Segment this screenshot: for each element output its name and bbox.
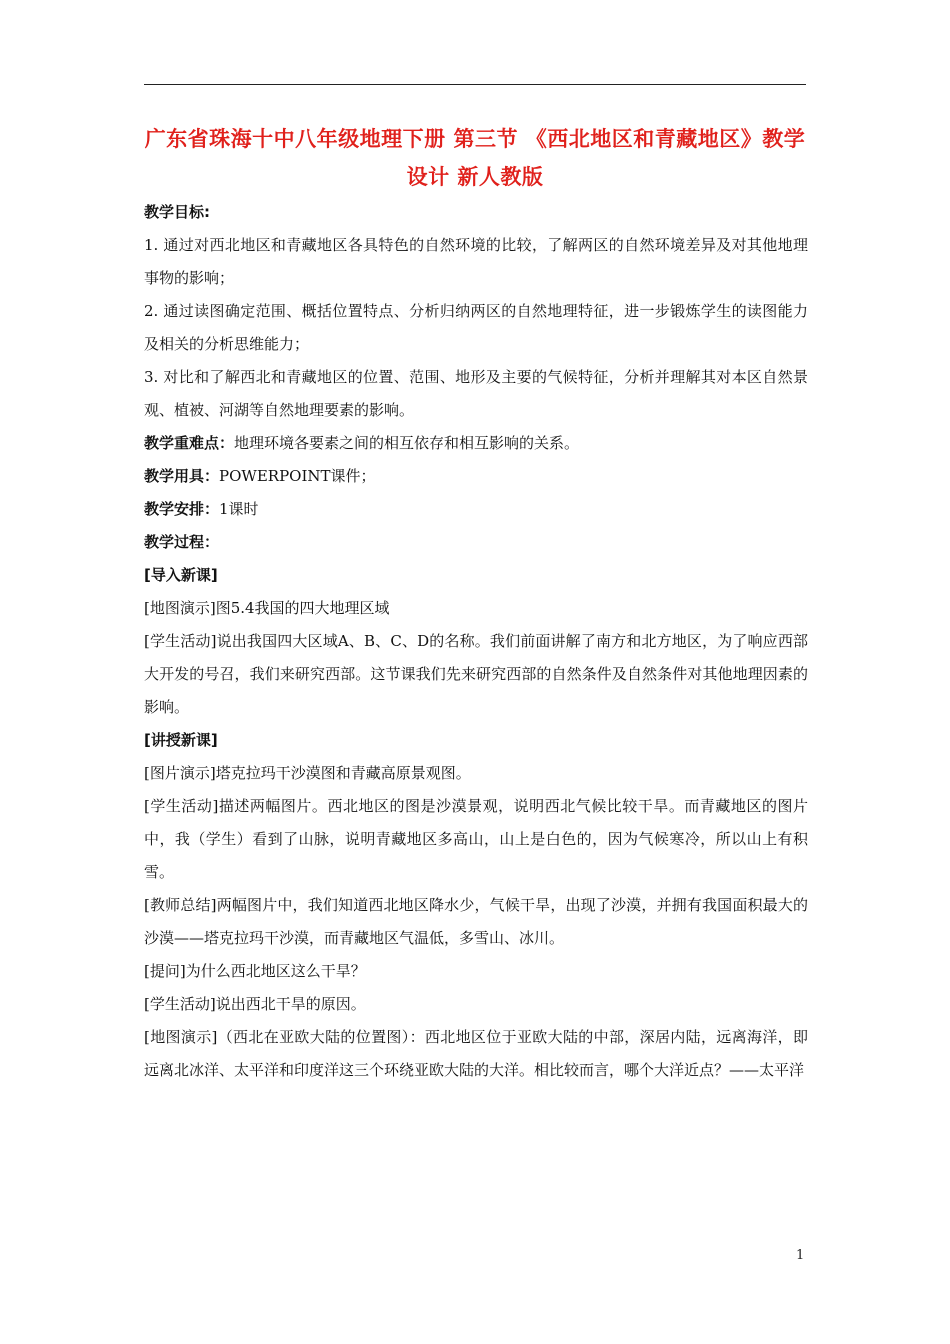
- document-body: [144, 196, 808, 1087]
- teaching-tools: [144, 460, 808, 493]
- teach-paragraph-2: [学生活动]描述两幅图片。西北地区的图是沙漠景观，说明西北气候比较干旱。而青藏地区的图片中，我（学生）看到了山脉，说明青藏地区多高山，山上是白色的，因为气候寒冷，所以山上有积雪。: [144, 797, 808, 881]
- intro-heading: [导入新课]: [144, 566, 218, 584]
- process-heading: 教学过程：: [144, 533, 220, 551]
- page-number: 1: [796, 1248, 805, 1263]
- key-points: [144, 427, 808, 460]
- key-points-text: 地理环境各要素之间的相互依存和相互影响的关系。: [234, 434, 580, 452]
- teaching-schedule: [144, 493, 808, 526]
- teaching-tools-label: 教学用具：: [144, 467, 220, 485]
- teach-paragraph-6: [地图演示]（西北在亚欧大陆的位置图）：西北地区位于亚欧大陆的中部，深居内陆，远离海洋，即远离北冰洋、太平洋和印度洋这三个环绕亚欧大陆的大洋。相比较而言，哪个大洋近点？——太平洋: [144, 1028, 808, 1079]
- intro-paragraph-1: [地图演示]图5.4我国的四大地理区域: [144, 599, 390, 617]
- goal-3: 3. 对比和了解西北和青藏地区的位置、范围、地形及主要的气候特征，分析并理解其对本区自然景观、植被、河湖等自然地理要素的影响。: [144, 368, 808, 419]
- teach-heading: [讲授新课]: [144, 731, 218, 749]
- teach-paragraph-1: [图片演示]塔克拉玛干沙漠图和青藏高原景观图。: [144, 764, 471, 782]
- teach-paragraph-3: [教师总结]两幅图片中，我们知道西北地区降水少，气候干旱，出现了沙漠，并拥有我国面积最大的沙漠——塔克拉玛干沙漠，而青藏地区气温低，多雪山、冰川。: [144, 896, 808, 947]
- header-rule: [144, 84, 806, 85]
- teaching-tools-text: POWERPOINT课件；: [219, 467, 376, 485]
- key-points-label: 教学重难点：: [144, 434, 235, 452]
- goal-2: 2. 通过读图确定范围、概括位置特点、分析归纳两区的自然地理特征，进一步锻炼学生的读图能力及相关的分析思维能力；: [144, 302, 808, 353]
- intro-paragraph-2: [学生活动]说出我国四大区域A、B、C、D的名称。我们前面讲解了南方和北方地区，为了响应西部大开发的号召，我们来研究西部。这节课我们先来研究西部的自然条件及自然条件对其他地理因素的影响。: [144, 632, 808, 716]
- teach-paragraph-5: [学生活动]说出西北干旱的原因。: [144, 995, 366, 1013]
- goal-1: 1. 通过对西北地区和青藏地区各具特色的自然环境的比较，了解两区的自然环境差异及对其他地理事物的影响；: [144, 236, 808, 287]
- goals-heading: 教学目标:: [144, 203, 210, 221]
- teaching-schedule-text: 1课时: [219, 500, 259, 518]
- document-title: 广东省珠海十中八年级地理下册 第三节 《西北地区和青藏地区》教学设计 新人教版: [144, 127, 806, 189]
- teach-paragraph-4: [提问]为什么西北地区这么干旱？: [144, 962, 366, 980]
- teaching-schedule-label: 教学安排：: [144, 500, 220, 518]
